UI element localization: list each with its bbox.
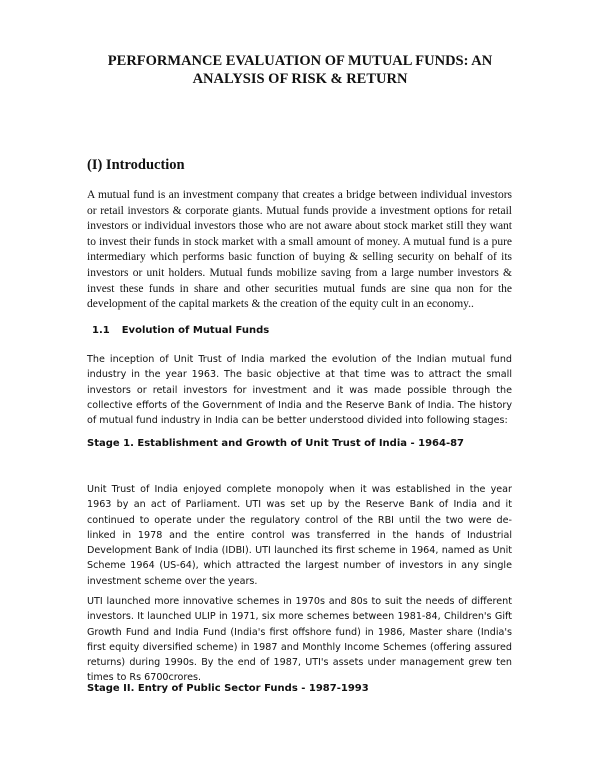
section-1-1-heading	[92, 325, 269, 336]
paper-title	[60, 52, 540, 88]
stage-2-heading: Stage II. Entry of Public Sector Funds - 1987-1993	[87, 683, 369, 694]
introduction-paragraph: A mutual fund is an investment company that creates a bridge between individual investors or retail investors & corporate giants. Mutual funds provide a investment options for retail investors or individual investors those who are not aware about stock market still they want to invest their funds in stock market with a small amount of money. A mutual fund is a pure intermediary which performs basic function of buying & selling security on behalf of its investors or unit holders. Mutual funds mobilize saving from a large number investors & invest these funds in share and other securities mutual funds are sine qua non for the development of the capital markets & the creation of the equity cult in an economy..	[87, 189, 512, 311]
stage-1-paragraph-1: Unit Trust of India enjoyed complete monopoly when it was established in the year 1963 by an act of Parliament. UTI was set up by the Reserve Bank of India and it continued to operate under the regulatory control of the RBI until the two were de-linked in 1978 and the entire control was transferred in the hands of Industrial Development Bank of India (IDBI). UTI launched its first scheme in 1964, named as Unit Scheme 1964 (US-64), which attracted the largest number of investors in any single investment scheme over the years.	[87, 484, 512, 587]
paper-title-line-2: ANALYSIS OF RISK & RETURN	[192, 71, 408, 87]
section-title: Evolution of Mutual Funds	[121, 325, 270, 336]
section-number: 1.1	[92, 325, 110, 336]
introduction-heading: (I) Introduction	[87, 157, 185, 173]
evolution-paragraph: The inception of Unit Trust of India marked the evolution of the Indian mutual fund industry in the year 1963. The basic objective at that time was to attract the small investors or retail investors for investment and it was made possible through the collective efforts of the Government of India and the Reserve Bank of India. The history of mutual fund industry in India can be better understood divided into following stages:	[87, 354, 512, 427]
paper-title-line-1: PERFORMANCE EVALUATION OF MUTUAL FUNDS: AN	[107, 53, 493, 69]
stage-1-paragraph-2: UTI launched more innovative schemes in 1970s and 80s to suit the needs of different investors. It launched ULIP in 1971, six more schemes between 1981-84, Children's Gift Growth Fund and India Fund (India's first offshore fund) in 1986, Master share (India's first equity diversified scheme) in 1987 and Monthly Income Schemes (offering assured returns) during 1990s. By the end of 1987, UTI's assets under management grew ten times to Rs 6700crores.	[87, 596, 512, 684]
stage-1-heading: Stage 1. Establishment and Growth of Unit Trust of India - 1964-87	[87, 438, 465, 449]
